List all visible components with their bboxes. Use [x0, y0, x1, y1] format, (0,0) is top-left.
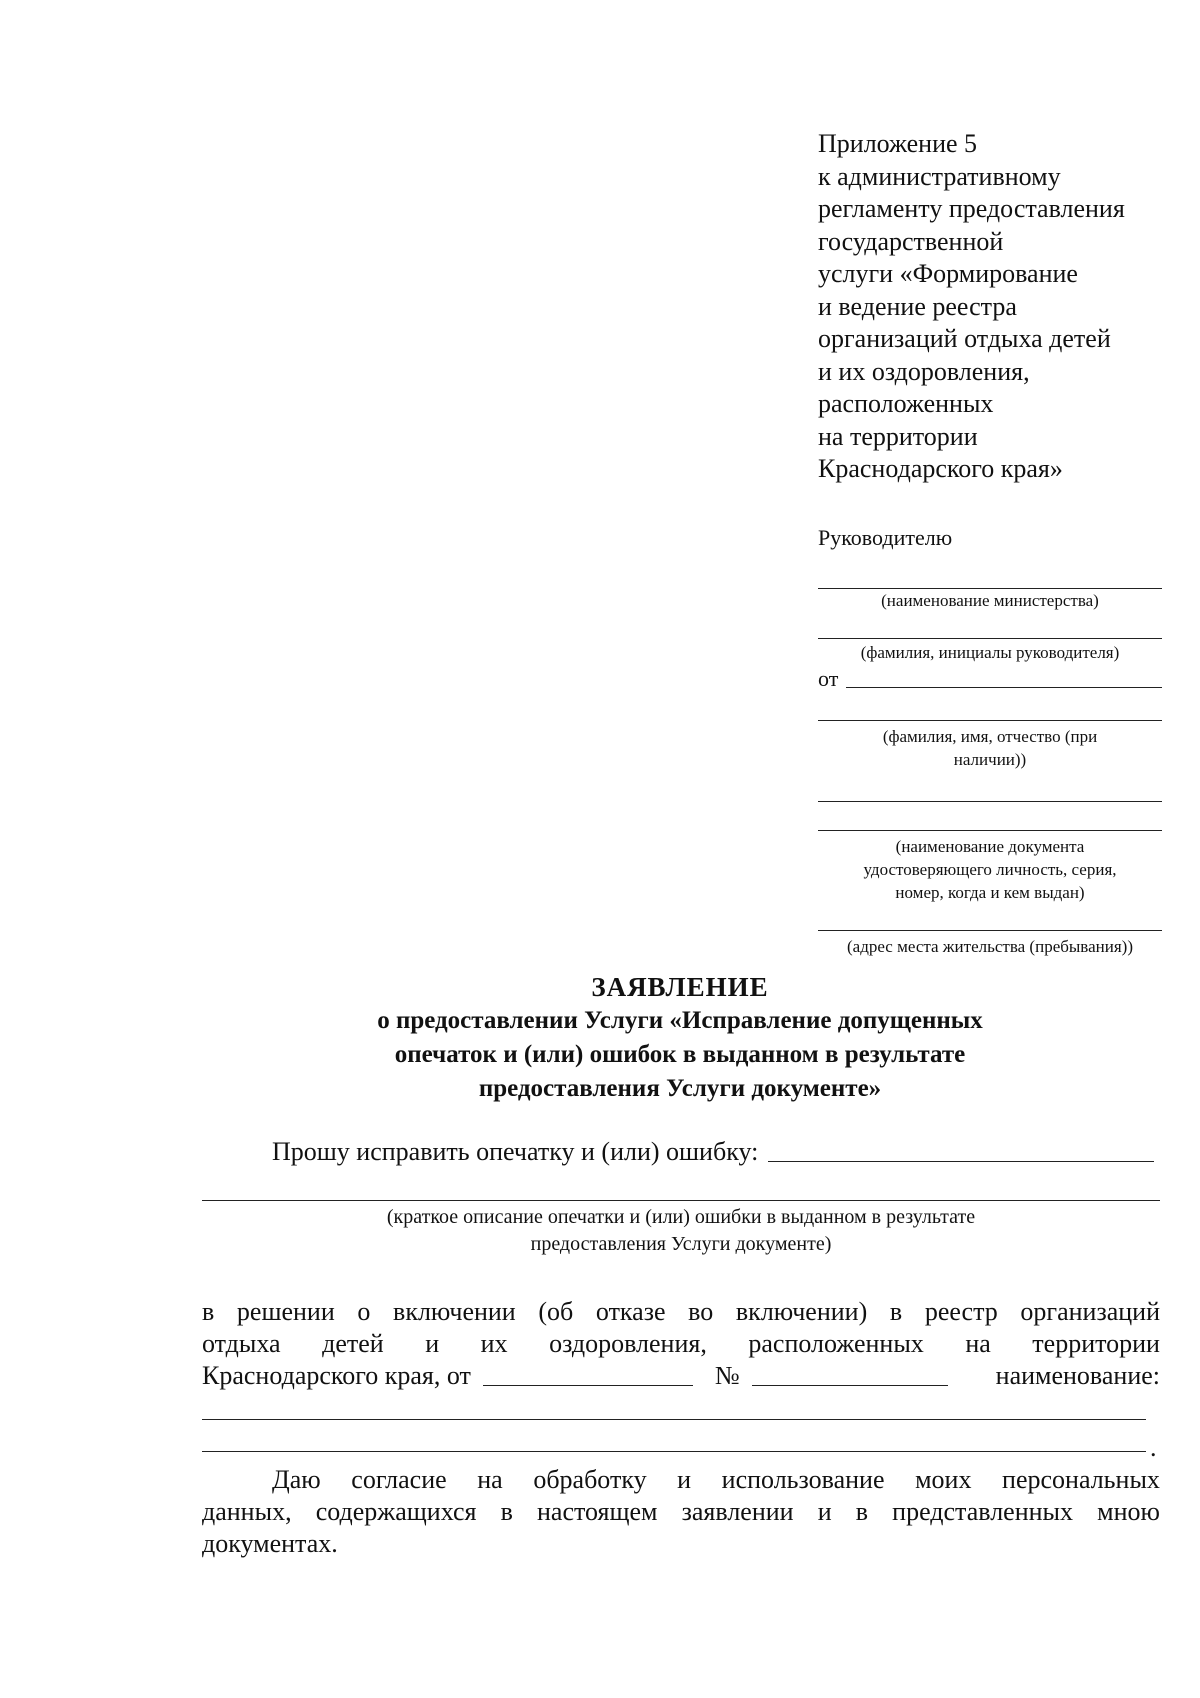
word: обработку — [533, 1465, 647, 1494]
name-caption-line1: (фамилия, имя, отчество (при — [882, 727, 1098, 746]
name-label: наименование: — [995, 1361, 1160, 1390]
recipient-to-label: Руководителю — [818, 525, 953, 550]
word: в — [500, 1497, 513, 1526]
appendix-line: государственной — [818, 226, 1004, 256]
title-line: о предоставлении Услуги «Исправление допущенных — [377, 1007, 983, 1034]
title-line: опечаток и (или) ошибок в выданном в результате — [394, 1041, 966, 1068]
from-label: от — [818, 666, 839, 691]
consent-line2 — [202, 1496, 1160, 1528]
word: персональных — [1002, 1465, 1160, 1494]
word: согласие — [351, 1465, 447, 1494]
appendix-line: услуги «Формирование — [818, 259, 1078, 288]
word: детей — [322, 1329, 384, 1358]
document-name-field[interactable] — [202, 1419, 1146, 1420]
word: включении — [393, 1297, 516, 1326]
word: данных, — [202, 1497, 292, 1526]
decision-line2 — [202, 1328, 1160, 1360]
word: использование — [721, 1465, 885, 1494]
word: организаций — [1020, 1297, 1160, 1326]
word: включении) — [735, 1297, 868, 1326]
consent-line3: документах. — [202, 1529, 338, 1558]
address-field[interactable] — [818, 930, 1162, 931]
word: решении — [236, 1297, 335, 1326]
appendix-line: и ведение реестра — [818, 291, 1017, 321]
word: на — [477, 1465, 503, 1494]
word: территории — [1032, 1329, 1160, 1358]
request-label: Прошу исправить опечатку и (или) ошибку: — [272, 1137, 759, 1166]
word: расположенных — [748, 1329, 924, 1358]
word: в — [202, 1297, 215, 1326]
word: и — [677, 1465, 692, 1494]
appendix-line: регламенту предоставления — [818, 194, 1125, 223]
word: в — [889, 1297, 903, 1326]
error-description-field[interactable] — [768, 1161, 1154, 1162]
title-line: предоставления Услуги документе» — [478, 1075, 882, 1102]
word: отдыха — [202, 1329, 281, 1358]
from-row — [818, 666, 1162, 692]
head-name-field[interactable] — [818, 638, 1162, 639]
decision-date-label: Краснодарского края, от — [202, 1361, 471, 1390]
name-caption-line2: наличии)) — [953, 750, 1027, 769]
word: реестр — [924, 1297, 998, 1326]
identity-document-field-2[interactable] — [818, 830, 1162, 831]
consent-paragraph — [202, 1464, 1160, 1560]
word: заявлении — [681, 1497, 794, 1526]
word: в — [855, 1497, 869, 1526]
word: оздоровления, — [549, 1329, 707, 1358]
document-name-field-2[interactable] — [202, 1451, 1146, 1452]
word: (об — [538, 1297, 574, 1326]
word: на — [965, 1329, 991, 1358]
caption-line: (краткое описание опечатки и (или) ошибки в выданном в результате — [386, 1206, 976, 1228]
doc-caption-line2: удостоверяющего личность, серия, — [863, 860, 1117, 879]
recipient-block — [818, 524, 1162, 958]
consent-line1 — [202, 1464, 1160, 1496]
request-row — [272, 1136, 1154, 1168]
word: Даю — [272, 1465, 321, 1494]
word: о — [357, 1297, 371, 1326]
word: во — [688, 1297, 714, 1326]
head-caption: (фамилия, инициалы руководителя) — [860, 643, 1120, 662]
appendix-line: к административному — [818, 161, 1061, 191]
appendix-line: организаций отдыха детей — [818, 324, 1111, 353]
word: содержащихся — [315, 1497, 477, 1526]
number-sign: № — [714, 1361, 740, 1390]
appendix-line: на территории — [818, 421, 978, 451]
word: представленных — [892, 1497, 1074, 1526]
appendix-line: Приложение 5 — [818, 129, 978, 158]
word: настоящем — [536, 1497, 658, 1526]
word: их — [480, 1329, 508, 1358]
error-description-field-2[interactable] — [202, 1200, 1160, 1201]
word: отказе — [595, 1297, 666, 1326]
decision-number-field[interactable] — [752, 1385, 948, 1386]
ministry-caption: (наименование министерства) — [881, 591, 1099, 610]
appendix-line: Краснодарского края» — [818, 454, 1063, 483]
decision-paragraph — [202, 1296, 1160, 1392]
appendix-header — [818, 128, 1178, 486]
error-description-caption — [202, 1204, 1160, 1258]
decision-line3 — [202, 1360, 1160, 1392]
word: мною — [1097, 1497, 1160, 1526]
identity-document-field[interactable] — [818, 801, 1162, 802]
applicant-name-field-2[interactable] — [818, 720, 1162, 721]
appendix-line: расположенных — [818, 389, 994, 418]
title-heading: ЗАЯВЛЕНИЕ — [591, 972, 769, 1002]
decision-line1 — [202, 1296, 1160, 1328]
applicant-name-field[interactable] — [846, 687, 1162, 688]
end-period: . — [1150, 1433, 1157, 1462]
word: и — [425, 1329, 440, 1358]
doc-caption-line3: номер, когда и кем выдан) — [895, 883, 1085, 902]
address-caption: (адрес места жительства (пребывания)) — [846, 937, 1133, 956]
doc-caption-line1: (наименование документа — [895, 837, 1085, 856]
appendix-line: и их оздоровления, — [818, 356, 1030, 386]
caption-line: предоставления Услуги документе) — [530, 1233, 832, 1255]
word: моих — [915, 1465, 972, 1494]
word: и — [817, 1497, 832, 1526]
decision-date-field[interactable] — [483, 1385, 693, 1386]
document-title — [200, 970, 1160, 1106]
